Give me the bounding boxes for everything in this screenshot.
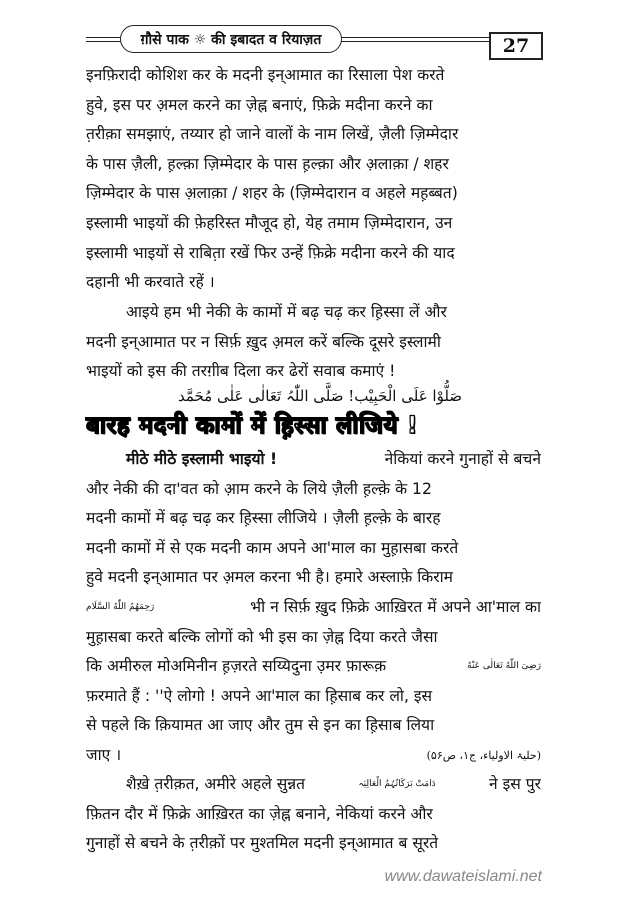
text-span: भी न सिर्फ़ ख़ुद फ़िक्रे आख़िरत में अपने आ'माल का (250, 597, 541, 616)
page-number: 27 (489, 32, 543, 60)
text-line: इनफ़िरादी कोशिश कर के मदनी इन्आमात का रिसाला पेश करते (86, 66, 445, 84)
text-line: के पास ज़ैली, ह़ल्क़ा ज़िम्मेदार के पास ह़ल्क़ा और अ़लाक़ा / शहर (86, 154, 449, 173)
text-line: हुवे, इस पर अ़मल करने का ज़ेह्न बनाएं, फ़िक्रे मदीना करने का (86, 95, 433, 114)
text-line: मुह़ासबा करते बल्कि लोगों को भी इस का ज़ेह्न दिया करते जैसा (86, 627, 438, 646)
text-line: इस्लामी भाइयों से राबित़ा रखें फिर उन्हें फ़िक्रे मदीना करने की याद (86, 243, 455, 262)
text-line: फ़ितन दौर में फ़िक्रे आख़िरत का ज़ेह्न बनाने, नेकियां करने और (86, 804, 433, 823)
text-line: मदनी इन्आमात पर न सिर्फ़ ख़ुद अ़मल करें बल्कि दूसरे इस्लामी (86, 332, 441, 351)
paragraph-3 (86, 445, 541, 771)
text-line: दहानी भी करवाते रहें । (86, 273, 215, 292)
text-line: त़रीक़ा समझाएं, तय्यार हो जाने वालों के नाम लिखें, ज़ैली ज़िम्मेदार (86, 125, 459, 144)
text-line: और नेकी की दा'वत को आ़म करने के लिये ज़ैली ह़ल्के़ के 12 (86, 479, 432, 498)
arabic-dua: رَحِمَهُمُ اللّٰهُ السَّلَام (86, 601, 155, 612)
text-line (86, 593, 541, 623)
paragraph-1 (86, 61, 541, 298)
bold-address: मीठे मीठे इस्लामी भाइयो ! (126, 450, 278, 468)
text-span: कि अमीरुल मोअमिनीन ह़ज़रते सय्यिदुना उ़मर फ़ारूक़ (86, 657, 387, 676)
website-footer: www.dawateislami.net (384, 868, 542, 885)
running-title: ग़ौसे पाक ☼ की इबादत व रियाज़त (120, 25, 342, 53)
text-line: भाइयों को इस की तरग़ीब दिला कर ढेरों सवाब कमाएं ! (86, 362, 396, 381)
text-line: इस्लामी भाइयों की फ़ेहरिस्त मौजूद हो, येह तमाम ज़िम्मेदारान, उन (86, 213, 453, 232)
text-line: आइये हम भी नेकी के कामों में बढ़ चढ़ कर ह़िस्सा लें और (126, 303, 447, 321)
reference-citation: (حلیۃ الاولیاء، ج۱، ص۵۶) (426, 748, 541, 762)
text-line (86, 741, 541, 771)
text-line: ज़िम्मेदार के पास अ़लाक़ा / शहर के (ज़िम्मेदारान व अहले मह़ब्बत) (86, 184, 458, 203)
text-line: फ़रमाते हैं : ''ऐ लोगो ! अपने आ'माल का ह़िसाब कर लो, इस (86, 686, 433, 705)
paragraph-2 (86, 298, 541, 387)
section-heading (86, 408, 418, 442)
text-line: मदनी कामों में से एक मदनी काम अपने आ'माल का मुह़ासबा करते (86, 538, 459, 557)
text-line: गुनाहों से बचने के त़रीक़ों पर मुश्तमिल मदनी इन्आमात ब सूरते (86, 834, 439, 853)
text-line (86, 652, 541, 682)
arabic-dua: دَامَتْ بَرَکَاتُہُمُ الْعَالِیَہ (358, 779, 436, 789)
paragraph-4 (86, 770, 541, 859)
text-line: से पहले कि क़ियामत आ जाए और तुम से इन का ह़िसाब लिया (86, 716, 435, 735)
text-span: शैख़े त़रीक़त, अमीरे अहले सुन्नत (126, 775, 306, 793)
text-line: हुवे मदनी इन्आमात पर अ़मल करना भी है। हमारे अस्लाफ़े किराम (86, 568, 453, 587)
text-line (86, 445, 541, 475)
text-span: नेकियां करने गुनाहों से बचने (384, 450, 541, 468)
section-heading-text: बारह मदनी कामों में ह़िस्सा लीजिये ! (86, 411, 419, 439)
salawat-line: صَلُّوْا عَلَی الْحَبِیْب! صَلَّی اللّٰہُ تَعَالٰی عَلٰی مُحَمَّد (177, 387, 463, 405)
text-span: जाए । (86, 745, 122, 764)
text-line (86, 770, 541, 800)
text-span: ने इस पुर (488, 775, 541, 793)
text-line: मदनी कामों में बढ़ चढ़ कर ह़िस्सा लीजिये । ज़ैली ह़ल्के़ के बारह (86, 509, 441, 528)
arabic-dua: رَضِیَ اللّٰهُ تَعَالٰی عَنْهُ (467, 661, 541, 672)
